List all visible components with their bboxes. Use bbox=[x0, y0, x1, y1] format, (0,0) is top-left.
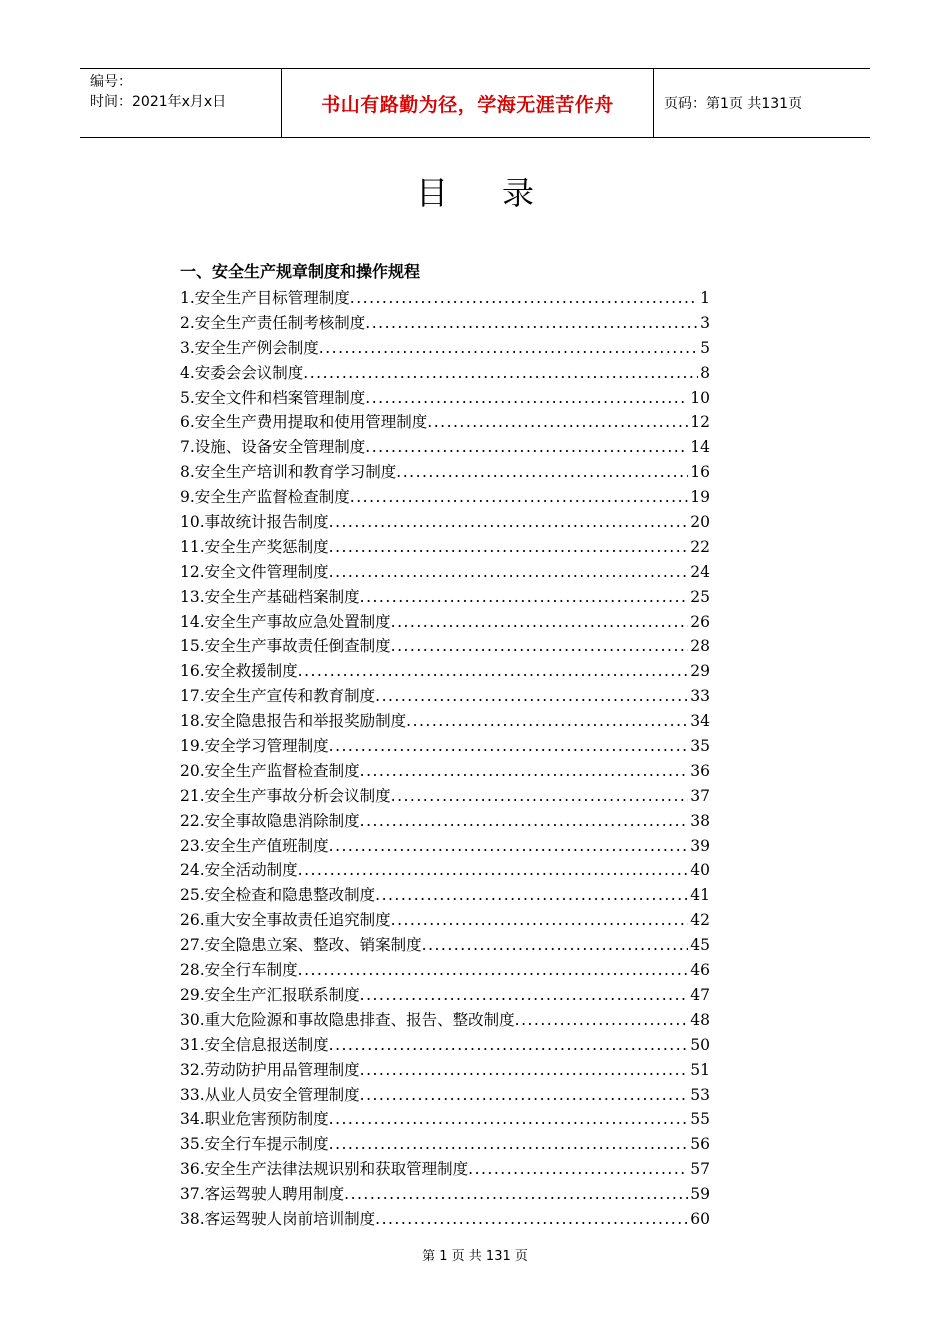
toc-dot-leader bbox=[329, 535, 689, 560]
document-number-label: 编号： bbox=[90, 74, 132, 90]
toc-entry[interactable] bbox=[180, 1058, 710, 1083]
toc-entry-page: 45 bbox=[690, 936, 710, 955]
toc-dot-leader bbox=[391, 908, 689, 933]
toc-dot-leader bbox=[427, 410, 688, 435]
toc-entry-title: 24.安全活动制度 bbox=[180, 861, 298, 880]
toc-entry-title: 21.安全生产事故分析会议制度 bbox=[180, 786, 391, 805]
toc-dot-leader bbox=[468, 1157, 688, 1182]
toc-entry-title: 5.安全文件和档案管理制度 bbox=[180, 388, 366, 407]
toc-entry-page: 20 bbox=[690, 513, 710, 532]
toc-entry-page: 16 bbox=[690, 463, 710, 482]
toc-dot-leader bbox=[365, 435, 688, 460]
toc-entry[interactable] bbox=[180, 983, 710, 1008]
toc-entry-title: 6.安全生产费用提取和使用管理制度 bbox=[180, 413, 428, 432]
toc-entry-title: 29.安全生产汇报联系制度 bbox=[180, 985, 360, 1004]
document-date: 时间：2021年x月x日 bbox=[90, 94, 227, 110]
toc-entry-page: 57 bbox=[690, 1160, 710, 1179]
toc-entry-page: 3 bbox=[700, 313, 710, 332]
toc-dot-leader bbox=[360, 1058, 689, 1083]
toc-dot-leader bbox=[406, 709, 688, 734]
toc-entry-list bbox=[180, 286, 710, 1232]
toc-entry[interactable] bbox=[180, 386, 710, 411]
toc-entry-page: 25 bbox=[690, 587, 710, 606]
toc-entry-title: 8.安全生产培训和教育学习制度 bbox=[180, 463, 397, 482]
toc-dot-leader bbox=[391, 784, 689, 809]
toc-entry-title: 13.安全生产基础档案制度 bbox=[180, 587, 360, 606]
toc-dot-leader bbox=[365, 386, 688, 411]
toc-entry[interactable] bbox=[180, 1107, 710, 1132]
toc-entry-title: 19.安全学习管理制度 bbox=[180, 737, 329, 756]
toc-entry[interactable] bbox=[180, 1207, 710, 1232]
toc-entry-title: 10.事故统计报告制度 bbox=[180, 513, 329, 532]
toc-entry[interactable] bbox=[180, 286, 710, 311]
toc-entry-title: 26.重大安全事故责任追究制度 bbox=[180, 911, 391, 930]
toc-entry[interactable] bbox=[180, 1033, 710, 1058]
toc-entry-page: 29 bbox=[690, 662, 710, 681]
toc-entry[interactable] bbox=[180, 610, 710, 635]
toc-entry[interactable] bbox=[180, 734, 710, 759]
toc-entry-title: 38.客运驾驶人岗前培训制度 bbox=[180, 1209, 376, 1228]
toc-entry-page: 14 bbox=[690, 438, 710, 457]
toc-entry-title: 35.安全行车提示制度 bbox=[180, 1135, 329, 1154]
toc-entry-page: 46 bbox=[690, 961, 710, 980]
toc-dot-leader bbox=[391, 610, 689, 635]
toc-entry-title: 36.安全生产法律法规识别和获取管理制度 bbox=[180, 1160, 469, 1179]
toc-entry-page: 8 bbox=[700, 363, 710, 382]
toc-entry-title: 34.职业危害预防制度 bbox=[180, 1110, 329, 1129]
toc-entry[interactable] bbox=[180, 460, 710, 485]
toc-entry-title: 28.安全行车制度 bbox=[180, 961, 298, 980]
toc-dot-leader bbox=[329, 1107, 689, 1132]
toc-entry-page: 28 bbox=[690, 637, 710, 656]
toc-dot-leader bbox=[515, 1008, 689, 1033]
header-left-cell bbox=[80, 69, 282, 137]
toc-entry-title: 18.安全隐患报告和举报奖励制度 bbox=[180, 712, 407, 731]
toc-entry-page: 56 bbox=[690, 1135, 710, 1154]
toc-entry-title: 16.安全救援制度 bbox=[180, 662, 298, 681]
toc-entry[interactable] bbox=[180, 1157, 710, 1182]
toc-entry[interactable] bbox=[180, 759, 710, 784]
toc-entry-page: 36 bbox=[690, 761, 710, 780]
toc-entry-page: 1 bbox=[700, 289, 710, 307]
header-page-info: 页码：第1页 共131页 bbox=[664, 96, 803, 112]
toc-entry-page: 42 bbox=[690, 911, 710, 930]
toc-dot-leader bbox=[422, 933, 689, 958]
toc-entry[interactable] bbox=[180, 933, 710, 958]
toc-dot-leader bbox=[329, 834, 689, 859]
toc-entry-page: 34 bbox=[690, 712, 710, 731]
toc-entry-title: 12.安全文件管理制度 bbox=[180, 562, 329, 581]
header-motto: 书山有路勤为径，学海无涯苦作舟 bbox=[321, 93, 614, 116]
toc-entry[interactable] bbox=[180, 311, 710, 336]
toc-entry-title: 20.安全生产监督检查制度 bbox=[180, 761, 360, 780]
toc-entry-page: 40 bbox=[690, 861, 710, 880]
toc-entry-page: 24 bbox=[690, 562, 710, 581]
toc-entry-title: 31.安全信息报送制度 bbox=[180, 1035, 329, 1054]
toc-entry-title: 7.设施、设备安全管理制度 bbox=[180, 438, 366, 457]
toc-entry[interactable] bbox=[180, 585, 710, 610]
toc-dot-leader bbox=[298, 659, 689, 684]
toc-entry-page: 48 bbox=[690, 1010, 710, 1029]
toc-entry-title: 23.安全生产值班制度 bbox=[180, 836, 329, 855]
toc-entry[interactable] bbox=[180, 336, 710, 361]
toc-dot-leader bbox=[365, 311, 698, 336]
toc-entry[interactable] bbox=[180, 535, 710, 560]
page-header bbox=[80, 68, 870, 138]
header-right-cell bbox=[654, 69, 870, 137]
toc-entry[interactable] bbox=[180, 361, 710, 386]
toc-entry-title: 32.劳动防护用品管理制度 bbox=[180, 1060, 360, 1079]
toc-dot-leader bbox=[391, 634, 689, 659]
toc-dot-leader bbox=[344, 1182, 688, 1207]
toc-entry-title: 17.安全生产宣传和教育制度 bbox=[180, 687, 376, 706]
page-title: 目录 bbox=[415, 174, 588, 212]
toc-entry-title: 37.客运驾驶人聘用制度 bbox=[180, 1185, 345, 1204]
toc-entry-page: 12 bbox=[690, 413, 710, 432]
table-of-contents bbox=[180, 258, 710, 1232]
toc-entry[interactable] bbox=[180, 510, 710, 535]
toc-entry-page: 22 bbox=[690, 537, 710, 556]
toc-entry-page: 38 bbox=[690, 811, 710, 830]
toc-dot-leader bbox=[375, 1207, 688, 1232]
toc-entry-page: 53 bbox=[690, 1085, 710, 1104]
toc-dot-leader bbox=[360, 759, 689, 784]
toc-entry[interactable] bbox=[180, 684, 710, 709]
toc-entry-title: 27.安全隐患立案、整改、销案制度 bbox=[180, 936, 422, 955]
toc-entry-page: 55 bbox=[690, 1110, 710, 1129]
header-middle-cell bbox=[282, 69, 654, 137]
toc-entry-title: 15.安全生产事故责任倒查制度 bbox=[180, 637, 391, 656]
toc-entry[interactable] bbox=[180, 709, 710, 734]
toc-entry-page: 60 bbox=[690, 1209, 710, 1228]
toc-entry[interactable] bbox=[180, 1008, 710, 1033]
toc-dot-leader bbox=[360, 983, 689, 1008]
toc-entry-page: 26 bbox=[690, 612, 710, 631]
toc-dot-leader bbox=[303, 361, 698, 386]
toc-entry-page: 50 bbox=[690, 1035, 710, 1054]
toc-dot-leader bbox=[350, 485, 688, 510]
toc-entry-title: 9.安全生产监督检查制度 bbox=[180, 488, 350, 507]
toc-dot-leader bbox=[360, 809, 689, 834]
toc-dot-leader bbox=[329, 734, 689, 759]
toc-entry[interactable] bbox=[180, 858, 710, 883]
toc-entry-title: 1.安全生产目标管理制度 bbox=[180, 289, 350, 307]
toc-entry-page: 5 bbox=[700, 338, 710, 357]
toc-entry[interactable] bbox=[180, 435, 710, 460]
toc-entry[interactable] bbox=[180, 485, 710, 510]
toc-entry[interactable] bbox=[180, 809, 710, 834]
toc-entry-page: 47 bbox=[690, 985, 710, 1004]
toc-entry[interactable] bbox=[180, 560, 710, 585]
page-footer: 第 1 页 共 131 页 bbox=[422, 1249, 528, 1264]
toc-entry-page: 37 bbox=[690, 786, 710, 805]
toc-dot-leader bbox=[298, 958, 689, 983]
toc-entry-title: 25.安全检查和隐患整改制度 bbox=[180, 886, 376, 905]
toc-entry-title: 4.安委会会议制度 bbox=[180, 363, 304, 382]
toc-entry[interactable] bbox=[180, 784, 710, 809]
toc-dot-leader bbox=[360, 1083, 689, 1108]
toc-entry-title: 14.安全生产事故应急处置制度 bbox=[180, 612, 391, 631]
toc-entry-title: 2.安全生产责任制考核制度 bbox=[180, 313, 366, 332]
toc-dot-leader bbox=[375, 883, 688, 908]
toc-entry[interactable] bbox=[180, 1182, 710, 1207]
toc-dot-leader bbox=[329, 1132, 689, 1157]
toc-entry-page: 35 bbox=[690, 737, 710, 756]
toc-entry-page: 33 bbox=[690, 687, 710, 706]
toc-entry-page: 10 bbox=[690, 388, 710, 407]
toc-entry[interactable] bbox=[180, 410, 710, 435]
toc-entry-title: 3.安全生产例会制度 bbox=[180, 338, 319, 357]
toc-entry-page: 41 bbox=[690, 886, 710, 905]
toc-entry[interactable] bbox=[180, 958, 710, 983]
toc-entry[interactable] bbox=[180, 634, 710, 659]
toc-entry[interactable] bbox=[180, 659, 710, 684]
toc-dot-leader bbox=[360, 585, 689, 610]
toc-dot-leader bbox=[319, 336, 698, 361]
toc-entry[interactable] bbox=[180, 908, 710, 933]
toc-entry-title: 33.从业人员安全管理制度 bbox=[180, 1085, 360, 1104]
toc-entry[interactable] bbox=[180, 883, 710, 908]
toc-entry[interactable] bbox=[180, 1083, 710, 1108]
toc-section-heading: 一、安全生产规章制度和操作规程 bbox=[180, 262, 421, 281]
toc-dot-leader bbox=[329, 560, 689, 585]
toc-dot-leader bbox=[396, 460, 688, 485]
toc-entry-title: 30.重大危险源和事故隐患排查、报告、整改制度 bbox=[180, 1010, 515, 1029]
toc-dot-leader bbox=[329, 510, 689, 535]
toc-entry-page: 19 bbox=[690, 488, 710, 507]
toc-dot-leader bbox=[329, 1033, 689, 1058]
toc-entry[interactable] bbox=[180, 834, 710, 859]
toc-entry-title: 11.安全生产奖惩制度 bbox=[180, 537, 329, 556]
toc-entry-page: 39 bbox=[690, 836, 710, 855]
toc-dot-leader bbox=[298, 858, 689, 883]
toc-dot-leader bbox=[350, 286, 698, 311]
toc-entry-page: 51 bbox=[690, 1060, 710, 1079]
toc-entry-page: 59 bbox=[690, 1185, 710, 1204]
toc-entry-title: 22.安全事故隐患消除制度 bbox=[180, 811, 360, 830]
toc-entry[interactable] bbox=[180, 1132, 710, 1157]
toc-dot-leader bbox=[375, 684, 688, 709]
